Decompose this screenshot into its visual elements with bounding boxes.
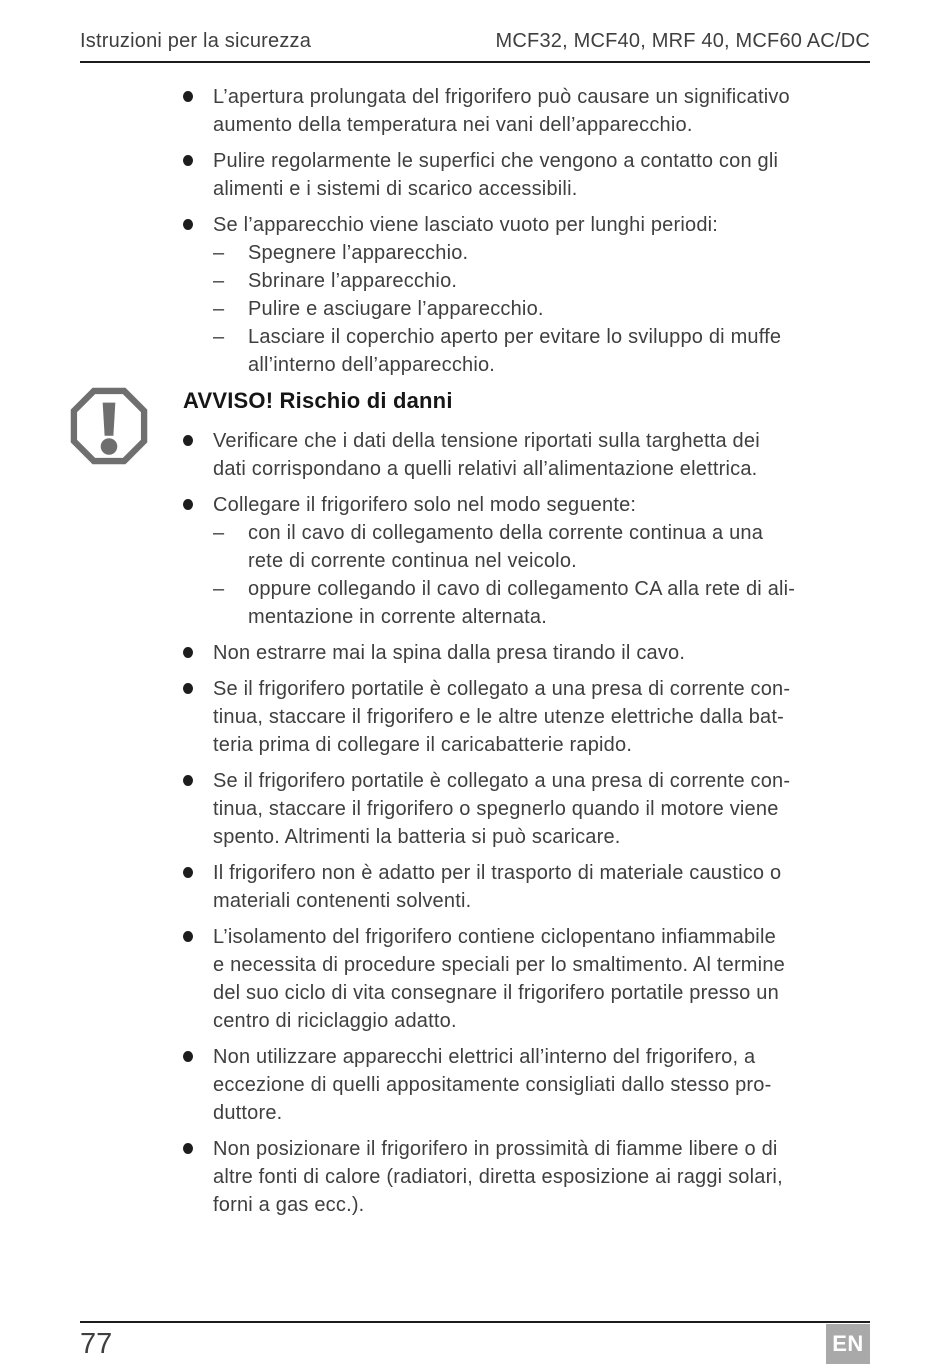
bullet-text: L’isolamento del frigorifero contiene ciclopentano infiammabile e necessita di procedure speciali per lo smaltimento. Al termine del suo ciclo di vita consegnare il frigorifero portatile presso un centro di riciclaggio adatto. bbox=[213, 926, 785, 1032]
dash-item-text: Pulire e asciugare l’apparecchio. bbox=[248, 298, 544, 320]
bullet-item bbox=[183, 83, 883, 139]
bullet-text: Se l’apparecchio viene lasciato vuoto per lunghi periodi: – Spegnere l’apparecchio. – Sbrinare l’apparecchio. – Pulire e asciugare l’apparecchio. – Lasciare il coperchio aperto per evitare lo sviluppo di muffe all’interno dell’apparecchio. bbox=[213, 211, 883, 379]
warning-section bbox=[183, 387, 883, 1219]
bullet-text: Pulire regolarmente le superfici che vengono a contatto con gli alimenti e i sistemi di scarico accessibili. bbox=[213, 150, 779, 200]
bullet-item bbox=[183, 1135, 883, 1219]
dash-item-text: Lasciare il coperchio aperto per evitare lo sviluppo di muffe all’interno dell’apparecchio. bbox=[248, 326, 782, 376]
page-header bbox=[80, 30, 870, 63]
bullet-text: Se il frigorifero portatile è collegato a una presa di corrente con- tinua, staccare il frigorifero e le altre utenze elettriche dalla bat- teria prima di collegare il caricabatterie rapido. bbox=[213, 678, 791, 756]
bullet-icon bbox=[183, 435, 193, 446]
octagon-exclamation-icon bbox=[70, 387, 148, 465]
dash-item-text: oppure collegando il cavo di collegamento CA alla rete di ali- mentazione in corrente alternata. bbox=[248, 578, 796, 628]
dash-item-text: Spegnere l’apparecchio. bbox=[248, 242, 469, 264]
bullet-item bbox=[183, 211, 883, 379]
page-number: 77 bbox=[80, 1328, 113, 1360]
bullet-text: Verificare che i dati della tensione riportati sulla targhetta dei dati corrispondano a quelli relativi all’alimentazione elettrica. bbox=[213, 430, 760, 480]
dash-icon: – bbox=[213, 298, 225, 320]
dash-icon: – bbox=[213, 270, 225, 292]
dash-icon: – bbox=[213, 578, 225, 600]
bullet-icon bbox=[183, 775, 193, 786]
footer-rule bbox=[80, 1321, 870, 1323]
dash-item bbox=[213, 295, 883, 323]
bullet-icon bbox=[183, 91, 193, 102]
dash-item-text: con il cavo di collegamento della corrente continua a una rete di corrente continua nel veicolo. bbox=[248, 522, 764, 572]
dash-item-text: Sbrinare l’apparecchio. bbox=[248, 270, 458, 292]
page-content bbox=[183, 83, 883, 1227]
dash-item bbox=[213, 519, 883, 575]
dash-item bbox=[213, 267, 883, 295]
bullet-text: Se il frigorifero portatile è collegato a una presa di corrente con- tinua, staccare il frigorifero o spegnerlo quando il motore viene spento. Altrimenti la batteria si può scaricare. bbox=[213, 770, 791, 848]
bullet-icon bbox=[183, 219, 193, 230]
bullet-icon bbox=[183, 647, 193, 658]
bullet-text: Non posizionare il frigorifero in prossimità di fiamme libere o di altre fonti di calore (radiatori, diretta esposizione ai raggi solari, forni a gas ecc.). bbox=[213, 1138, 783, 1216]
intro-bullet-list bbox=[183, 83, 883, 379]
bullet-text: Collegare il frigorifero solo nel modo seguente: – con il cavo di collegamento della corrente continua a una rete di corrente continua nel veicolo. – oppure collegando il cavo di collegamento CA alla rete di ali- mentazione in corrente alternata. bbox=[213, 491, 883, 631]
bullet-item bbox=[183, 859, 883, 915]
warning-bullet-list bbox=[183, 427, 883, 1219]
bullet-text: Non estrarre mai la spina dalla presa tirando il cavo. bbox=[213, 642, 686, 664]
header-section-title: Istruzioni per la sicurezza bbox=[80, 30, 312, 52]
bullet-item bbox=[183, 491, 883, 631]
bullet-item bbox=[183, 767, 883, 851]
bullet-icon bbox=[183, 931, 193, 942]
bullet-item bbox=[183, 639, 883, 667]
bullet-text: Il frigorifero non è adatto per il trasporto di materiale caustico o materiali contenenti solventi. bbox=[213, 862, 782, 912]
bullet-item bbox=[183, 923, 883, 1035]
bullet-icon bbox=[183, 1143, 193, 1154]
dash-item bbox=[213, 239, 883, 267]
dash-icon: – bbox=[213, 326, 225, 348]
dash-icon: – bbox=[213, 522, 225, 544]
dash-item bbox=[213, 323, 883, 379]
bullet-icon bbox=[183, 683, 193, 694]
bullet-item bbox=[183, 1043, 883, 1127]
bullet-icon bbox=[183, 155, 193, 166]
language-badge: EN bbox=[826, 1324, 870, 1364]
dash-icon: – bbox=[213, 242, 225, 264]
bullet-icon bbox=[183, 1051, 193, 1062]
bullet-text: Non utilizzare apparecchi elettrici all’interno del frigorifero, a eccezione di quelli appositamente consigliati dallo stesso pro- duttore. bbox=[213, 1046, 772, 1124]
bullet-item bbox=[183, 147, 883, 203]
header-model-list: MCF32, MCF40, MRF 40, MCF60 AC/DC bbox=[495, 30, 870, 52]
bullet-icon bbox=[183, 499, 193, 510]
bullet-item bbox=[183, 427, 883, 483]
bullet-icon bbox=[183, 867, 193, 878]
dash-item bbox=[213, 575, 883, 631]
warning-title: AVVISO! Rischio di danni bbox=[183, 388, 453, 413]
bullet-item bbox=[183, 675, 883, 759]
bullet-text: L’apertura prolungata del frigorifero può causare un significativo aumento della temperatura nei vani dell’apparecchio. bbox=[213, 86, 790, 136]
